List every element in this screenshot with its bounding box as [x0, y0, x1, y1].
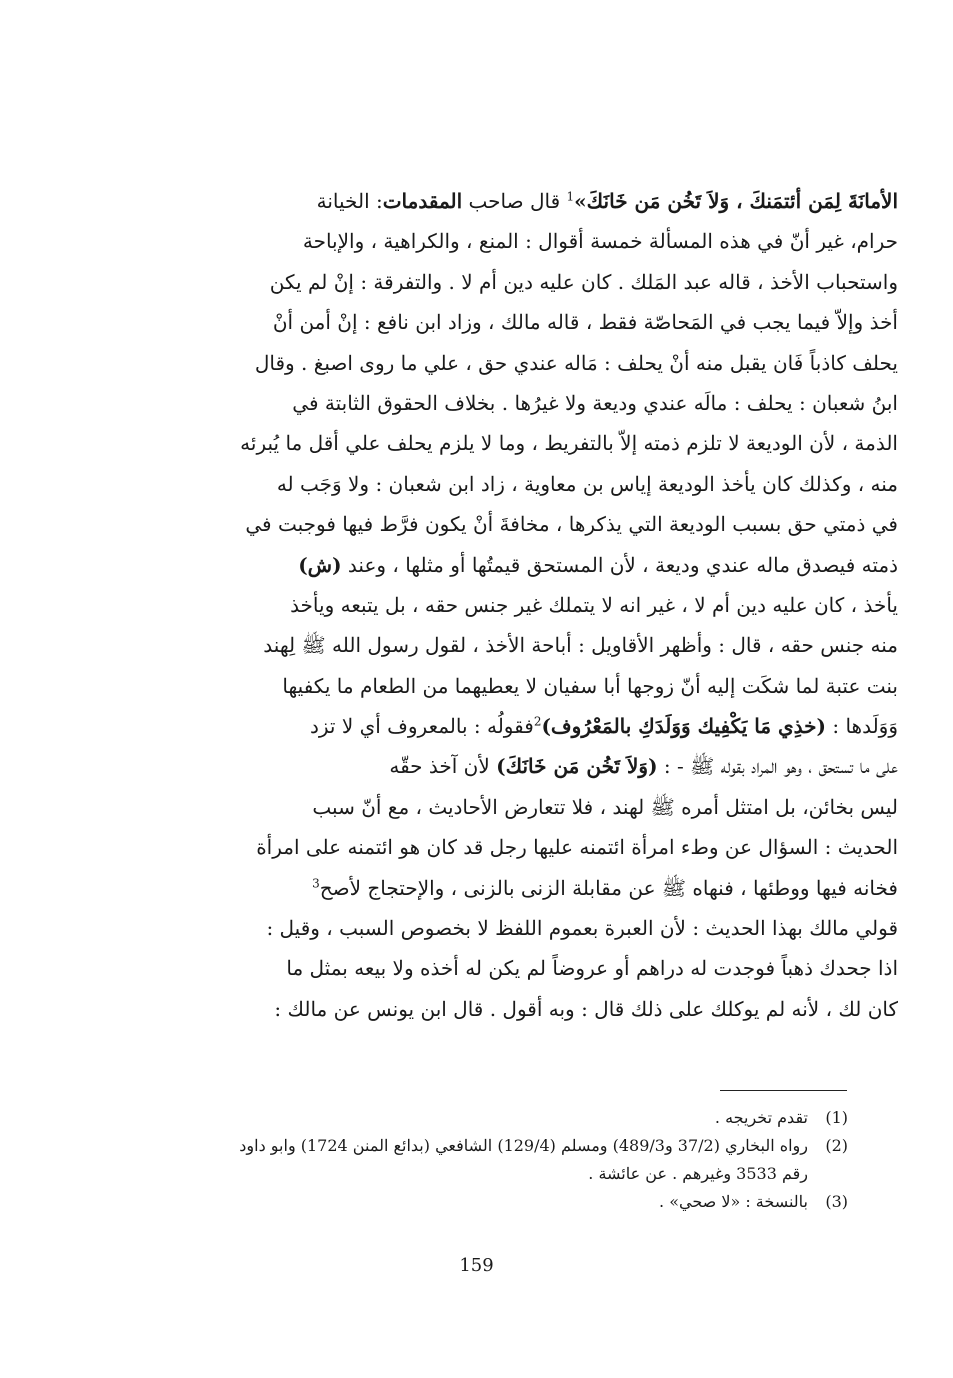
page-number: 159 — [459, 1255, 494, 1276]
footnote-divider — [720, 1090, 847, 1091]
text-line: وَوَلَدها : (خذِي مَا يَكْفِيك وَوَلَدَكِ بالمَعْرُوف)$^2$فقولُه : بالمعروف أي لا تزد — [309, 714, 898, 739]
text-line: حرام، غير أنّ في هذه المسألة خمسة أقوال : المنع ، والكراهية ، والإباحة — [302, 229, 898, 254]
footnote-text: رقم 3533 وغيرهم . عن عائشة . — [588, 1164, 808, 1183]
text-line: قولي مالك بهذا الحديث : لأن العبرة بعموم اللفظ لا بخصوص السبب ، وقيل : — [266, 916, 898, 941]
text-line: الأمانَةَ لِمَن أئتمَنكَ ، وَلاَ تَخُن مَن خَانَكَ»$^1$ قال صاحب المقدمات: الخيانة — [316, 189, 898, 213]
text-line: الذمة ، لأن الوديعة لا تلزم ذمته إلاّ بالتفريط ، وما لا يلزم يحلف علي أقل ما يُبرئه — [240, 431, 898, 456]
footnote-text: تقدم تخريجه . — [714, 1108, 808, 1127]
text-line: منه جنس حقه ، قال : وأظهر الأقاويل : أباحة الأخذ ، لقول رسول الله ﷺ لِهند — [263, 633, 898, 658]
text-line: ليس بخائن، بل امتثل أمره ﷺ لهند ، فلا تتعارض الأحاديث ، مع أنّ سبب — [312, 794, 898, 819]
hadith-quote: الأمانَةَ لِمَن أئتمَنكَ ، وَلاَ تَخُن مَن خَانَكَ» — [574, 189, 898, 213]
hadith-quote: (وَلاَ تَخُن مَن خَانَكَ) — [496, 754, 658, 779]
text-line: بنت عتبة لما شكَت إليه أنّ زوجها أبا سفيان لا يعطيهما من الطعام ما يكفيها — [282, 673, 898, 698]
text-line: ذمته فيصدق ماله عندي وديعة ، لأن المستحق قيمتُها أو مثلها ، وعند (ش) — [298, 552, 898, 577]
book-title: المقدمات — [382, 189, 463, 213]
text-line: واستحباب الأخذ ، قاله عبد المَلك . كان عليه دين أم لا . والتفرقة : إنْ لم يكن — [269, 269, 898, 294]
footnote-text: بالنسخة : «لا صحي» . — [659, 1192, 808, 1211]
footnote — [180, 1132, 848, 1188]
footnote — [180, 1104, 848, 1132]
text-line: يحلف كاذباً فَان يقبل منه أنْ يحلف : مَاله عندي حق ، علي ما روى اصبغ . وقال — [254, 350, 898, 375]
text-line: أخذ وإلاّ فيما يجب في المَحاصّة فقط ، قاله مالك ، وزاد ابن نافع : إنْ أمن أنْ — [272, 310, 898, 335]
text-line: اذا جحدك ذهباً فوجدت له دراهم أو عروضاً لم يكن له أخذه ولا بيعه بمثل ما — [286, 956, 898, 981]
text-line: منه ، وكذلك كان يأخذ الوديعة إياس بن معاوية ، زاد ابن شعبان : ولا وَجَب له — [276, 471, 898, 496]
footnote-ref: 2 — [533, 714, 542, 729]
footnote-number: (3) — [825, 1192, 848, 1211]
footnote-ref: 3 — [312, 875, 320, 890]
footnote — [180, 1188, 848, 1216]
footnote-ref: 1 — [566, 189, 575, 204]
text-line: يأخذ ، كان عليه دين أم لا ، غير انه لا يتملك غير جنس حقه ، بل يتبعه ويأخذ — [290, 592, 898, 617]
hadith-quote: (خذِي مَا يَكْفِيك وَوَلَدَكِ بالمَعْرُوف) — [541, 714, 826, 739]
body-text — [180, 181, 898, 1029]
text-line: في ذمتي حق بسبب الوديعة التي يذكرها ، مخافةَ أنْ يكون فرَّط فيها فوجبت في — [245, 512, 898, 537]
footnotes — [180, 1104, 848, 1216]
text-line: ابنُ شعبان : يحلف : مالَه عندي وديعة ولا غيرُها . بخلاف الحقوق الثابتة في — [292, 390, 898, 415]
text-line: فخانه فيها ووطئها ، فنهاه ﷺ عن مقابلة الزنى بالزنى ، والإحتجاج لأصح$^3$ — [312, 875, 898, 900]
text-line: الحديث : السؤال عن وطء امرأة ائتمنه عليها رجل قد كان هو ائتمنه على امرأة — [256, 835, 898, 860]
text-line: على ما تستحق ، وهو المراد بقوله ﷺ - : (وَلاَ تَخُن مَن خَانَكَ) لأن آخذ حقّه — [389, 754, 898, 779]
footnote-number: (1) — [825, 1108, 848, 1127]
abbreviation: (ش) — [298, 552, 342, 577]
text-line: كان لك ، لأنه لم يوكلك على ذلك قال : وبه أقول . قال ابن يونس عن مالك : — [274, 996, 898, 1021]
footnote-text: رواه البخاري (37/2 و489/3) ومسلم (129/4) الشافعي (بدائع المنن 1724) وابو داود — [239, 1136, 808, 1155]
footnote-number: (2) — [825, 1136, 848, 1155]
